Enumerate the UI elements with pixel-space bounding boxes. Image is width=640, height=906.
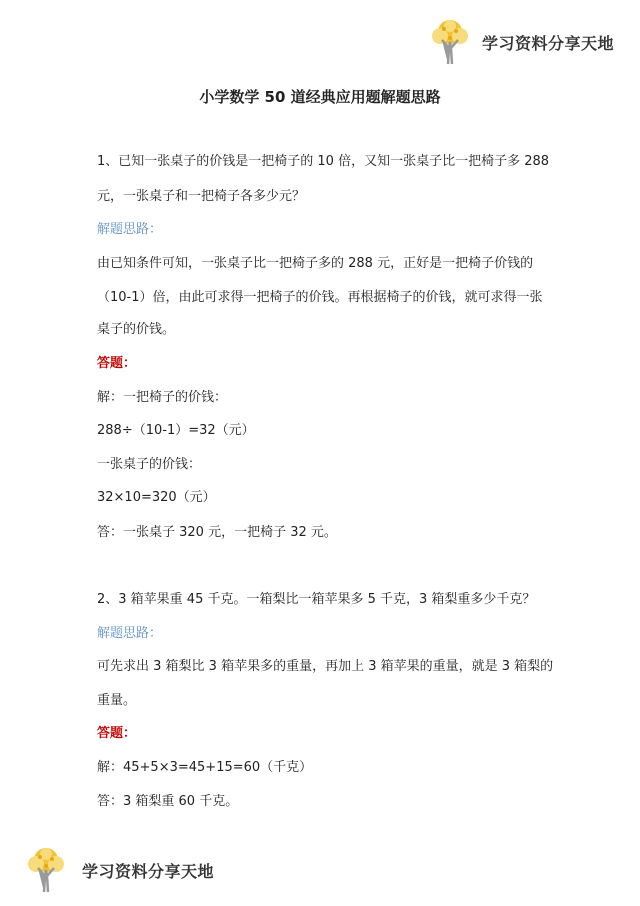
problem-2-answer-line-1: 解：45+5×3=45+15=60（千克） bbox=[97, 760, 313, 775]
header-logo bbox=[428, 18, 614, 66]
problem-1-answer-line-3: 一张桌子的价钱： bbox=[97, 457, 202, 472]
problem-2-question-line-1: 2、3 箱苹果重 45 千克。一箱梨比一箱苹果多 5 千克，3 箱梨重多少千克？ bbox=[97, 592, 536, 607]
problem-1-answer-line-4: 32×10=320（元） bbox=[97, 490, 216, 505]
tree-logo-icon bbox=[428, 18, 472, 66]
problem-1-answer-line-5: 答：一张桌子 320 元，一把椅子 32 元。 bbox=[97, 525, 337, 540]
problem-1-hint-line-3: 桌子的价钱。 bbox=[97, 322, 176, 337]
problem-1-answer-label: 答题： bbox=[97, 356, 137, 371]
problem-1-hint-label: 解题思路： bbox=[97, 222, 163, 237]
problem-1-question-line-2: 元，一张桌子和一把椅子各多少元？ bbox=[97, 189, 306, 204]
problem-1-hint-line-1: 由已知条件可知，一张桌子比一把椅子多的 288 元，正好是一把椅子价钱的 bbox=[97, 256, 534, 271]
page-title: 小学数学 50 道经典应用题解题思路 bbox=[199, 88, 441, 106]
footer-logo bbox=[24, 846, 214, 894]
problem-2-hint-line-1: 可先求出 3 箱梨比 3 箱苹果多的重量，再加上 3 箱苹果的重量，就是 3 箱梨的 bbox=[97, 659, 554, 674]
brand-name: 学习资料分享天地 bbox=[82, 861, 215, 881]
problem-1-question-line-1: 1、已知一张桌子的价钱是一把椅子的 10 倍，又知一张桌子比一把椅子多 288 bbox=[97, 154, 550, 169]
problem-1-answer-line-1: 解：一把椅子的价钱： bbox=[97, 390, 228, 405]
problem-2-hint-label: 解题思路： bbox=[97, 626, 163, 641]
problem-2-answer-line-2: 答：3 箱梨重 60 千克。 bbox=[97, 794, 239, 809]
problem-2-answer-label: 答题： bbox=[97, 726, 137, 741]
problem-1-answer-line-2: 288÷（10-1）=32（元） bbox=[97, 423, 255, 438]
brand-name: 学习资料分享天地 bbox=[482, 33, 615, 53]
problem-1-hint-line-2: （10-1）倍，由此可求得一把椅子的价钱。再根据椅子的价钱，就可求得一张 bbox=[97, 290, 543, 305]
tree-logo-icon bbox=[24, 846, 68, 894]
problem-2-hint-line-2: 重量。 bbox=[97, 693, 137, 708]
